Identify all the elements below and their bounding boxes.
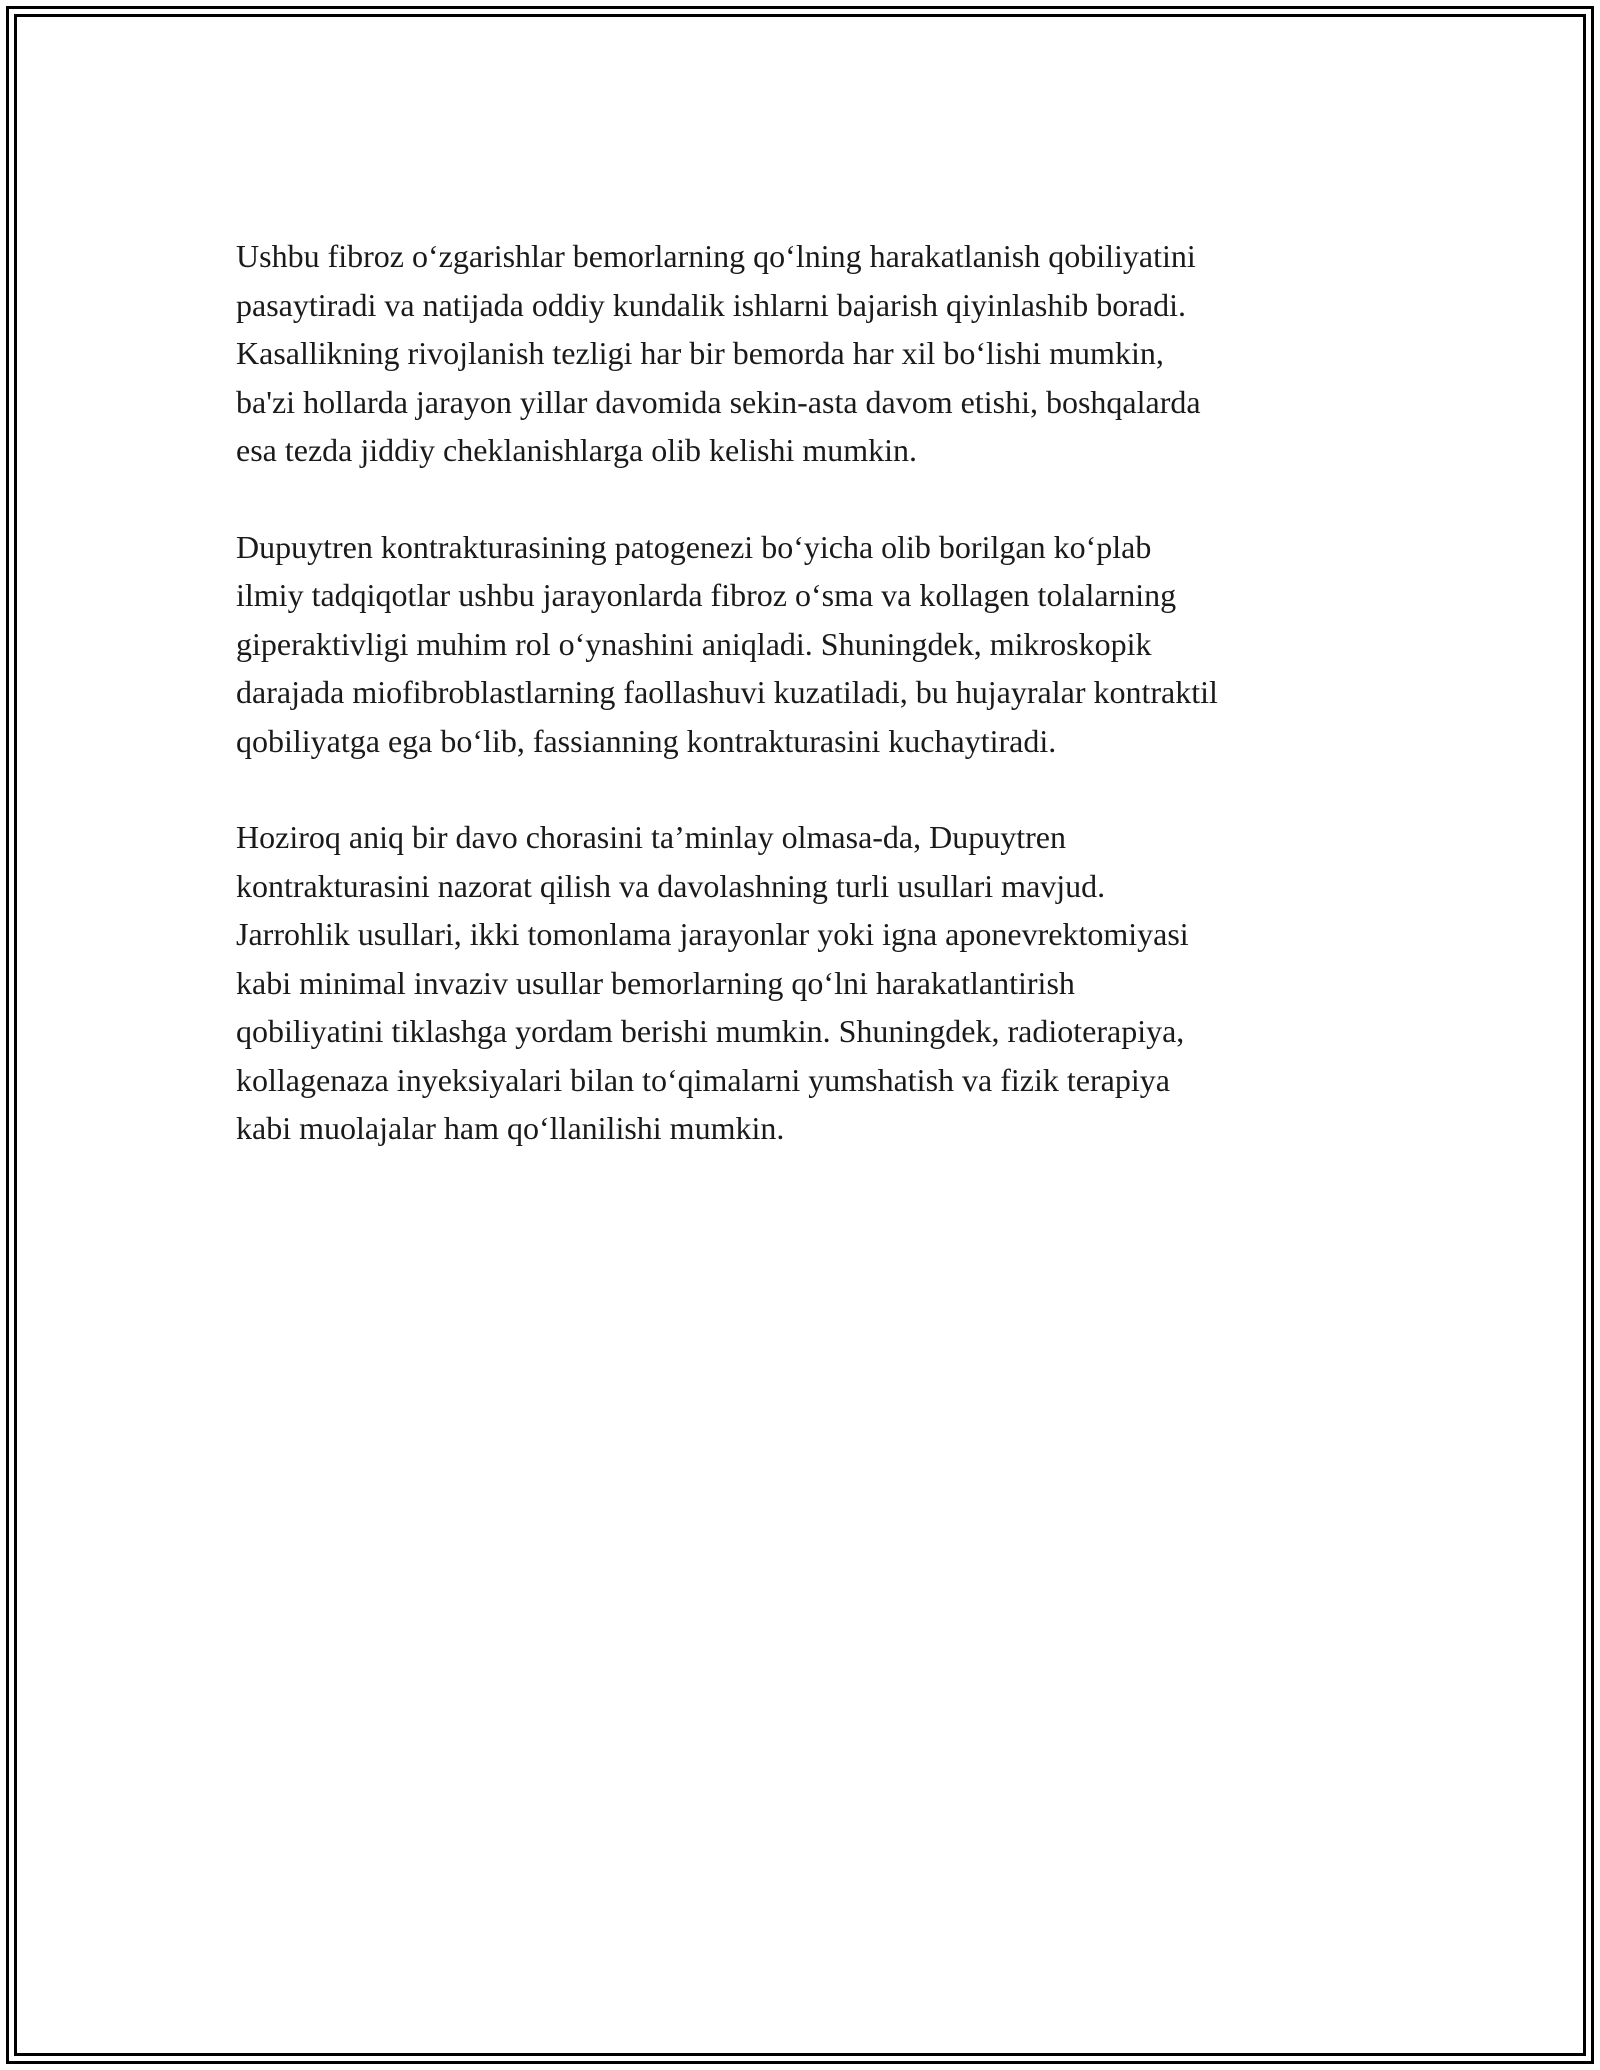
paragraph-3: Hoziroq aniq bir davo chorasini ta’minlay olmasa-da, Dupuytren kontrakturasini nazorat qilish va davolashning turli usullari mavjud. Jarrohlik usullari, ikki tomonlama jarayonlar yoki igna aponevrektomiyasi kabi minimal invaziv usullar bemorlarning qo‘lni harakatlantirish qobiliyatini tiklashga yordam berishi mumkin. Shuningdek, radioterapiya, kollagenaza inyeksiyalari bilan to‘qimalarni yumshatish va fizik terapiya kabi muolajalar ham qo‘llanilishi mumkin. [236, 819, 1189, 1146]
document-body [236, 232, 1386, 1201]
paragraph-1: Ushbu fibroz o‘zgarishlar bemorlarning qo‘lning harakatlanish qobiliyatini pasaytiradi va natijada oddiy kundalik ishlarni bajarish qiyinlashib boradi. Kasallikning rivojlanish tezligi har bir bemorda har xil bo‘lishi mumkin, ba'zi hollarda jarayon yillar davomida sekin-asta davom etishi, boshqalarda esa tezda jiddiy cheklanishlarga olib kelishi mumkin. [236, 238, 1201, 468]
paragraph-2: Dupuytren kontrakturasining patogenezi bo‘yicha olib borilgan ko‘plab ilmiy tadqiqotlar ushbu jarayonlarda fibroz o‘sma va kollagen tolalarning giperaktivligi muhim rol o‘ynashini aniqladi. Shuningdek, mikroskopik darajada miofibroblastlarning faollashuvi kuzatiladi, bu hujayralar kontraktil qobiliyatga ega bo‘lib, fassianning kontrakturasini kuchaytiradi. [236, 528, 1218, 759]
